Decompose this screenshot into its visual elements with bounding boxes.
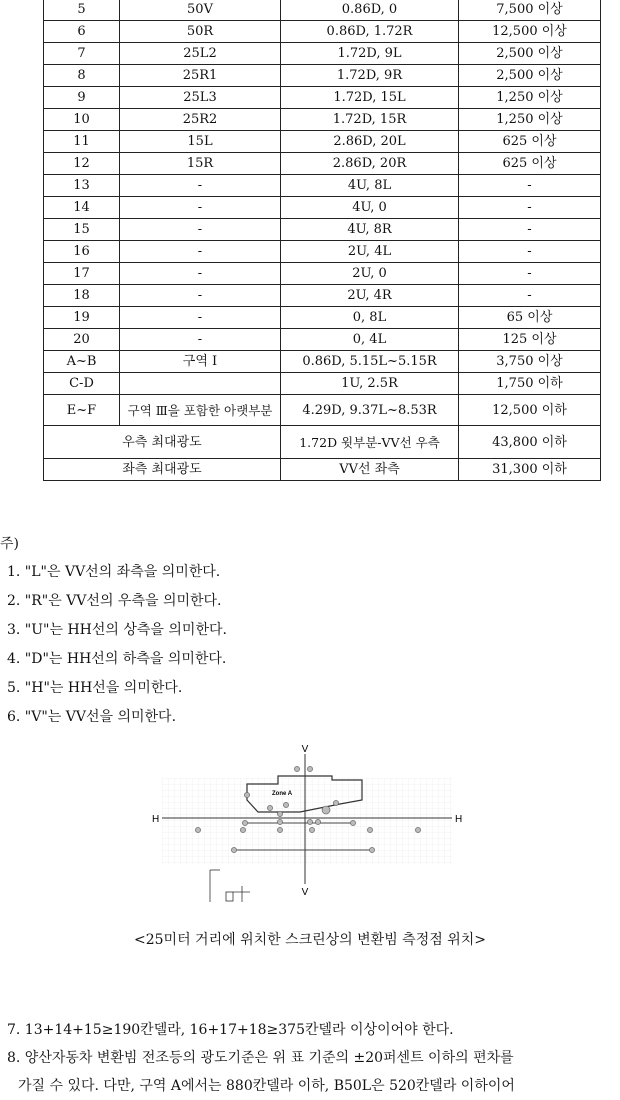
table-cell-position: 0, 8L [281,307,459,329]
table-cell-label: 우측 최대광도 [44,426,281,459]
table-cell-position: 2.86D, 20L [281,131,459,153]
note-item: 3. "U"는 HH선의 상측을 의미한다. [7,622,227,638]
table-cell-position: 0.86D, 5.15L~5.15R [281,351,459,373]
table-cell-position: 4U, 0 [281,197,459,219]
table-cell-position: 4.29D, 9.37L~8.53R [281,395,459,426]
table-row [44,43,601,65]
table-row [44,219,601,241]
table-row [44,241,601,263]
table-cell-no: 16 [44,241,120,263]
h-label-left: H [152,814,160,825]
table-cell-value: 1,750 이하 [459,373,601,395]
table-cell-value: 65 이상 [459,307,601,329]
photometry-table [43,0,601,481]
table-cell-position: 1U, 2.5R [281,373,459,395]
v-label-top: V [301,744,309,755]
table-cell-no: 20 [44,329,120,351]
table-cell-beam: 구역 Ⅲ을 포함한 아랫부분 [120,395,281,426]
figure-caption: <25미터 거리에 위치한 스크린상의 변환빔 측정점 위치> [134,932,486,948]
table-cell-value: 12,500 이하 [459,395,601,426]
table-cell-no: 18 [44,285,120,307]
table-cell-value: 31,300 이하 [459,459,601,481]
table-row [44,285,601,307]
note-item: 1. "L"은 VV선의 좌측을 의미한다. [7,564,221,580]
screen-grid [162,778,452,864]
table-cell-position: 2U, 4L [281,241,459,263]
table-cell-no: E~F [44,395,120,426]
table-row [44,263,601,285]
table-cell-beam: - [120,197,281,219]
table-row-right-max [44,426,601,459]
table-cell-beam: 25R1 [120,65,281,87]
table-cell-no: 6 [44,21,120,43]
table-cell-value: 2,500 이상 [459,43,601,65]
note-7: 7. 13+14+15≥190칸델라, 16+17+18≥375칸델라 이상이어야 한다. [7,1022,454,1038]
table-cell-beam: 구역 Ⅰ [120,351,281,373]
table-cell-no: 12 [44,153,120,175]
note-item: 4. "D"는 HH선의 하측을 의미한다. [7,651,227,667]
table-cell-beam: 15R [120,153,281,175]
table-cell-no: 17 [44,263,120,285]
table-cell-beam: 50V [120,0,281,21]
table-row [44,109,601,131]
table-row [44,153,601,175]
table-cell-position: 0.86D, 0 [281,0,459,21]
table-row [44,21,601,43]
table-cell-position: 1.72D, 15L [281,87,459,109]
table-row [44,197,601,219]
table-cell-no: 7 [44,43,120,65]
table-cell-beam: 50R [120,21,281,43]
zone-a-label: Zone A [272,791,293,797]
table-cell-no: 19 [44,307,120,329]
table-cell-beam: - [120,307,281,329]
table-cell-value: 7,500 이상 [459,0,601,21]
table-cell-value: 43,800 이하 [459,426,601,459]
notes-extra [7,1016,619,1100]
table-cell-value: 1,250 이상 [459,109,601,131]
table-cell-value: - [459,175,601,197]
table-cell-beam: - [120,241,281,263]
dimension-legend [210,870,250,902]
table-cell-beam [120,373,281,395]
table-cell-position: 2U, 0 [281,263,459,285]
table-cell-beam: - [120,175,281,197]
table-cell-no: 8 [44,65,120,87]
table-cell-position: VV선 좌측 [281,459,459,481]
table-row [44,0,601,21]
note-8-line2: 가질 수 있다. 다만, 구역 A에서는 880칸델라 이하, B50L은 520칸델라 이하이어 [18,1078,515,1094]
table-cell-position: 1.72D 윗부분-VV선 우측 [281,426,459,459]
table-row [44,351,601,373]
table-row [44,307,601,329]
table-cell-value: 625 이상 [459,131,601,153]
table-cell-value: 12,500 이상 [459,21,601,43]
table-cell-value: 3,750 이상 [459,351,601,373]
table-cell-position: 2U, 4R [281,285,459,307]
notes-title: 주) [0,536,19,552]
table-cell-value: 625 이상 [459,153,601,175]
table-cell-no: 9 [44,87,120,109]
table-cell-position: 1.72D, 9R [281,65,459,87]
table-row [44,373,601,395]
table-cell-no: 14 [44,197,120,219]
table-cell-no: A~B [44,351,120,373]
table-cell-position: 1.72D, 9L [281,43,459,65]
table-cell-no: 5 [44,0,120,21]
table-cell-position: 1.72D, 15R [281,109,459,131]
table-cell-position: 0.86D, 1.72R [281,21,459,43]
table-cell-no: C-D [44,373,120,395]
table-cell-position: 2.86D, 20R [281,153,459,175]
note-item: 6. "V"는 VV선을 의미한다. [7,709,177,725]
table-cell-label: 좌측 최대광도 [44,459,281,481]
table-cell-value: - [459,219,601,241]
table-cell-value: 1,250 이상 [459,87,601,109]
table-row [44,131,601,153]
table-row [44,175,601,197]
table-cell-no: 10 [44,109,120,131]
v-label-bottom: V [301,887,309,898]
table-row-left-max [44,459,601,481]
table-cell-position: 0, 4L [281,329,459,351]
table-row [44,395,601,426]
table-cell-beam: 25L2 [120,43,281,65]
table-cell-position: 4U, 8R [281,219,459,241]
table-cell-beam: - [120,263,281,285]
table-cell-no: 11 [44,131,120,153]
table-cell-value: - [459,241,601,263]
measurement-point-figure [150,742,475,904]
table-cell-value: 2,500 이상 [459,65,601,87]
table-cell-beam: - [120,285,281,307]
note-item: 5. "H"는 HH선을 의미한다. [7,680,183,696]
table-row [44,87,601,109]
table-row [44,329,601,351]
table-cell-position: 4U, 8L [281,175,459,197]
table-cell-value: - [459,197,601,219]
table-cell-beam: 25R2 [120,109,281,131]
table-row [44,65,601,87]
table-cell-value: - [459,285,601,307]
table-cell-no: 15 [44,219,120,241]
note-8-line1: 8. 양산자동차 변환빔 전조등의 광도기준은 위 표 기준의 ±20퍼센트 이하의 편차를 [7,1050,514,1066]
table-cell-beam: 25L3 [120,87,281,109]
table-cell-no: 13 [44,175,120,197]
note-item: 2. "R"은 VV선의 우측을 의미한다. [7,593,222,609]
table-cell-value: 125 이상 [459,329,601,351]
table-cell-beam: - [120,329,281,351]
table-cell-value: - [459,263,601,285]
table-cell-beam: 15L [120,131,281,153]
table-cell-beam: - [120,219,281,241]
h-label-right: H [455,814,463,825]
